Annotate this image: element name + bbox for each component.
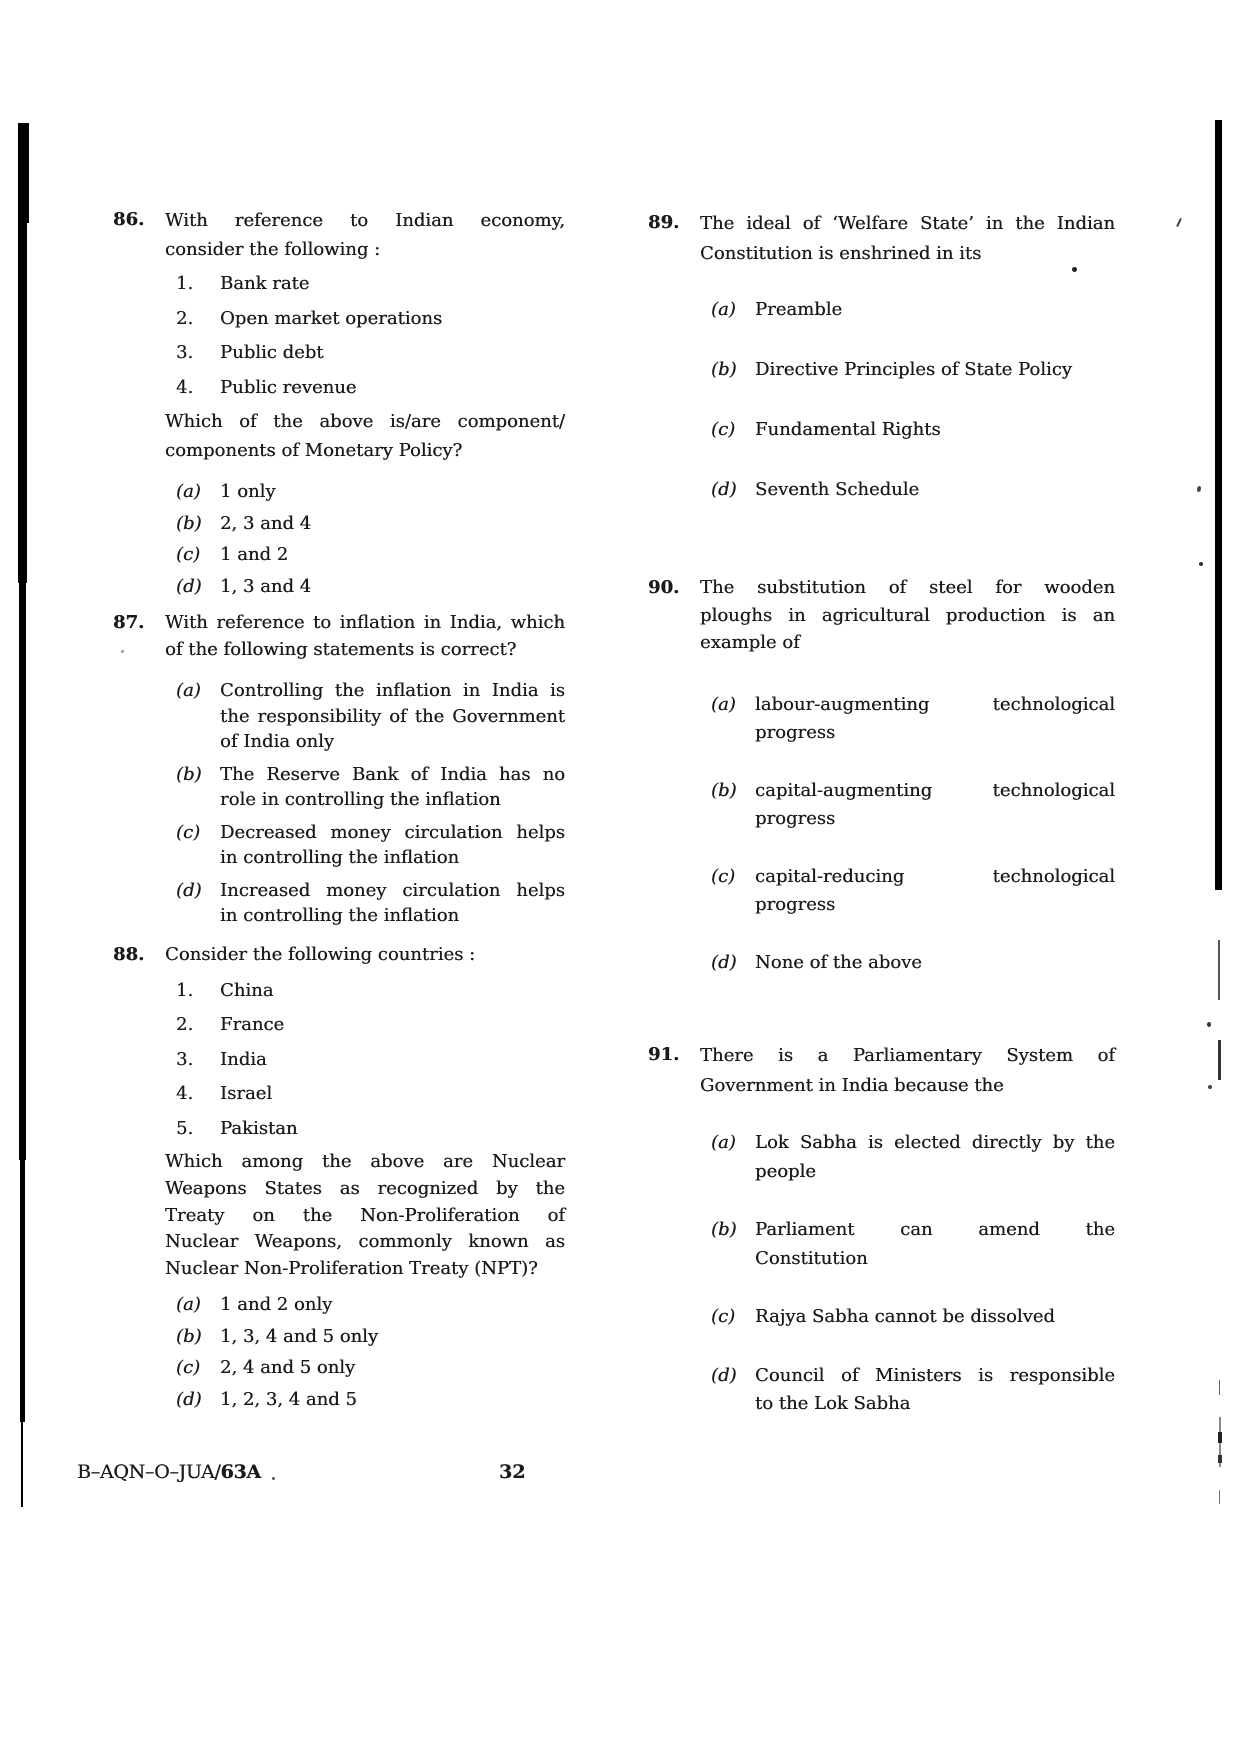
option-text-line: Decreased money circulation helps: [220, 821, 565, 843]
option-b: [165, 762, 565, 813]
option-text: [220, 678, 565, 755]
scan-line-right: [1219, 1380, 1220, 1395]
option-text-line: capital-reducing technological: [755, 865, 1115, 887]
footer-booklet-code: [77, 1461, 261, 1483]
question-body: [700, 1041, 1115, 1419]
paragraph: [700, 1041, 1115, 1101]
option-text-line: None of the above: [755, 951, 922, 973]
option-text-line: Preamble: [755, 299, 843, 320]
option-c: [700, 417, 1115, 443]
question-number: 87.: [113, 612, 145, 633]
list-item-text: Open market operations: [220, 307, 443, 329]
option-text-line: Rajya Sabha cannot be dissolved: [755, 1306, 1055, 1327]
option-c: [165, 820, 565, 871]
column-left: [113, 0, 565, 1755]
scan-speck: [1207, 1022, 1211, 1027]
question-number: 90.: [648, 577, 680, 598]
option-text-line: in controlling the inflation: [220, 905, 460, 926]
option-marker: (b): [176, 763, 202, 785]
option-text-line: role in controlling the inflation: [220, 789, 501, 810]
text-line: example of: [700, 632, 800, 653]
option-a: [700, 691, 1115, 748]
text-line: The substitution of steel for wooden: [700, 577, 1115, 598]
list-item: [165, 974, 565, 1008]
question-90: [648, 574, 1115, 1006]
option-text-line: Controlling the inflation in India is: [220, 680, 565, 701]
option-text-line: Council of Ministers is responsible: [755, 1364, 1115, 1386]
option-text-line: of India only: [220, 731, 335, 752]
option-marker: (d): [176, 879, 202, 901]
list-item-number: 2.: [176, 307, 194, 329]
list-item-number: 1.: [176, 273, 194, 294]
option-text-line: The Reserve Bank of India has no: [220, 763, 565, 785]
question-86: [113, 206, 565, 602]
option-text-line: Seventh Schedule: [755, 479, 920, 500]
list-item: [165, 336, 565, 371]
option-text: [755, 1129, 1115, 1186]
scan-speck: [1176, 218, 1182, 227]
option-text: [755, 1216, 1115, 1273]
option-marker: (b): [711, 359, 737, 380]
option-text: [220, 1289, 565, 1321]
option-marker: (a): [176, 1294, 201, 1316]
question-89: [648, 209, 1115, 537]
list-item-text: Israel: [220, 1083, 273, 1105]
text-line: With reference to Indian economy,: [165, 210, 565, 231]
list-item-text: Public debt: [220, 342, 324, 363]
list-item-number: 2.: [176, 1014, 194, 1036]
text-line: Which of the above is/are component/: [165, 411, 565, 432]
option-text: [220, 878, 565, 929]
option-a: [165, 1289, 565, 1321]
option-marker: (a): [711, 1132, 736, 1153]
option-d: [700, 477, 1115, 503]
option-text: [220, 508, 565, 540]
option-text: [755, 1303, 1115, 1332]
option-text: [220, 1321, 565, 1353]
paragraph: [165, 407, 565, 465]
scan-line-left: [18, 123, 29, 223]
list-item: [165, 1077, 565, 1111]
paragraph: [165, 941, 565, 968]
option-marker: (a): [711, 299, 736, 320]
list-item: [165, 1008, 565, 1042]
option-text-line: in controlling the inflation: [220, 847, 460, 868]
option-d: [700, 1362, 1115, 1419]
option-marker: (d): [711, 1364, 737, 1386]
text-line: of the following statements is correct?: [165, 639, 517, 660]
option-text-line: Lok Sabha is elected directly by the: [755, 1132, 1115, 1153]
question-body: [165, 206, 565, 602]
option-text: [220, 1352, 565, 1384]
options: [700, 1129, 1115, 1419]
scan-line-left: [18, 223, 27, 583]
option-d: [165, 878, 565, 929]
options: [165, 1289, 565, 1415]
paragraph: [165, 1149, 565, 1283]
question-number: 86.: [113, 209, 145, 230]
scan-line-right: [1215, 120, 1222, 890]
scan-line-right: [1218, 1432, 1222, 1443]
options: [165, 678, 565, 929]
option-c: [700, 1303, 1115, 1332]
option-marker: (a): [176, 680, 201, 701]
option-text-line: progress: [755, 722, 836, 743]
scan-speck: [1199, 562, 1203, 566]
list-item-text: Bank rate: [220, 273, 310, 294]
list-item: [165, 302, 565, 337]
option-b: [700, 777, 1115, 834]
list-item: [165, 1112, 565, 1146]
option-text-line: 2, 3 and 4: [220, 512, 312, 534]
option-text-line: 1 and 2 only: [220, 1294, 333, 1316]
text-line: Government in India because the: [700, 1075, 1004, 1096]
list-item: [165, 1043, 565, 1077]
option-b: [700, 357, 1115, 383]
option-text: [755, 691, 1115, 748]
numbered-list: [165, 267, 565, 405]
list-item-number: 1.: [176, 980, 194, 1001]
text-line: There is a Parliamentary System of: [700, 1045, 1115, 1066]
list-item-text: China: [220, 980, 274, 1001]
list-item-number: 3.: [176, 342, 194, 363]
option-text-line: people: [755, 1160, 816, 1182]
list-item-number: 4.: [176, 376, 194, 398]
option-text: [755, 777, 1115, 834]
option-marker: (b): [711, 1219, 737, 1240]
paragraph: [165, 609, 565, 663]
option-d: [700, 949, 1115, 978]
option-text: [220, 762, 565, 813]
option-marker: (d): [176, 575, 202, 597]
option-text: [755, 863, 1115, 920]
text-line: Weapons States as recognized by the: [165, 1177, 565, 1199]
option-marker: (c): [176, 544, 201, 565]
option-text-line: the responsibility of the Government: [220, 705, 565, 727]
option-marker: (a): [711, 693, 736, 715]
option-marker: (b): [711, 779, 737, 801]
footer-booklet-code-bold: 63A: [220, 1461, 261, 1483]
text-line: Treaty on the Non-Proliferation of: [165, 1204, 565, 1226]
text-line: Constitution is enshrined in its: [700, 243, 982, 264]
question-body: [700, 209, 1115, 503]
text-line: Consider the following countries :: [165, 944, 476, 965]
scan-line-left: [20, 1160, 25, 1422]
option-b: [700, 1216, 1115, 1273]
option-c: [165, 1352, 565, 1384]
option-text-line: Increased money circulation helps: [220, 879, 565, 901]
option-text: [755, 297, 1115, 323]
option-d: [165, 571, 565, 603]
option-text-line: 1, 3 and 4: [220, 575, 312, 597]
text-line: Nuclear Non-Proliferation Treaty (NPT)?: [165, 1258, 538, 1280]
option-text-line: 2, 4 and 5 only: [220, 1357, 356, 1379]
option-marker: (c): [711, 419, 736, 440]
option-c: [700, 863, 1115, 920]
question-body: [165, 609, 565, 929]
question-number: 89.: [648, 212, 680, 233]
paragraph: [700, 574, 1115, 657]
scan-speck: [1208, 1085, 1212, 1089]
question-91: [648, 1041, 1115, 1449]
option-text: [220, 571, 565, 603]
option-text: [755, 357, 1115, 383]
option-d: [165, 1384, 565, 1416]
column-right: [648, 0, 1115, 1755]
option-text-line: to the Lok Sabha: [755, 1393, 911, 1414]
option-text-line: capital-augmenting technological: [755, 779, 1115, 801]
scan-line-right: [1218, 1040, 1221, 1080]
text-line: With reference to inflation in India, which: [165, 612, 565, 633]
list-item-text: Pakistan: [220, 1117, 298, 1139]
option-marker: (d): [176, 1388, 202, 1410]
text-line: ploughs in agricultural production is an: [700, 604, 1115, 626]
scan-line-left: [21, 1422, 23, 1507]
scan-speck: [1197, 486, 1201, 492]
text-line: The ideal of ‘Welfare State’ in the Indian: [700, 213, 1115, 234]
option-text-line: 1 only: [220, 481, 276, 502]
scan-line-left: [19, 583, 26, 1160]
option-text: [220, 476, 565, 508]
option-marker: (b): [176, 1325, 202, 1347]
options: [700, 691, 1115, 978]
options: [700, 297, 1115, 503]
scan-line-right: [1218, 940, 1220, 1000]
text-line: Nuclear Weapons, commonly known as: [165, 1231, 565, 1253]
paragraph: [700, 209, 1115, 269]
option-marker: (c): [711, 865, 736, 887]
scan-speck: [272, 1477, 275, 1480]
option-text-line: progress: [755, 808, 836, 829]
list-item-number: 3.: [176, 1048, 194, 1070]
option-text: [755, 949, 1115, 978]
option-text: [755, 417, 1115, 443]
option-marker: (d): [711, 479, 737, 500]
scan-speck: [121, 650, 124, 653]
question-body: [165, 941, 565, 1415]
numbered-list: [165, 974, 565, 1146]
list-item: [165, 371, 565, 406]
option-marker: (d): [711, 951, 737, 973]
question-88: [113, 941, 565, 1415]
option-text-line: Fundamental Rights: [755, 419, 941, 440]
scan-speck: [1072, 267, 1077, 272]
option-marker: (b): [176, 512, 202, 534]
option-a: [700, 1129, 1115, 1186]
option-c: [165, 539, 565, 571]
option-b: [165, 1321, 565, 1353]
option-marker: (c): [176, 1357, 201, 1379]
option-marker: (a): [176, 481, 201, 502]
text-line: Which among the above are Nuclear: [165, 1151, 565, 1173]
option-text: [220, 539, 565, 571]
text-line: consider the following :: [165, 239, 381, 260]
list-item-number: 4.: [176, 1083, 194, 1105]
scan-line-right: [1218, 1455, 1222, 1463]
option-text-line: progress: [755, 894, 836, 915]
list-item: [165, 267, 565, 302]
text-line: components of Monetary Policy?: [165, 440, 463, 461]
option-text-line: 1, 2, 3, 4 and 5: [220, 1388, 357, 1410]
option-text-line: Directive Principles of State Policy: [755, 359, 1072, 380]
footer-booklet-code-regular: B–AQN–O–JUA/: [77, 1461, 221, 1483]
option-text-line: Constitution: [755, 1247, 868, 1269]
option-text: [755, 477, 1115, 503]
option-a: [165, 678, 565, 755]
option-text: [755, 1362, 1115, 1419]
list-item-text: India: [220, 1048, 267, 1070]
option-b: [165, 508, 565, 540]
option-text-line: 1 and 2: [220, 544, 289, 565]
option-a: [165, 476, 565, 508]
scan-line-right: [1219, 1490, 1220, 1504]
option-text: [220, 1384, 565, 1416]
list-item-text: France: [220, 1014, 285, 1036]
option-a: [700, 297, 1115, 323]
question-number: 88.: [113, 944, 145, 965]
list-item-number: 5.: [176, 1117, 194, 1139]
option-marker: (c): [176, 821, 201, 843]
option-text-line: labour-augmenting technological: [755, 693, 1115, 715]
options: [165, 476, 565, 602]
option-text-line: 1, 3, 4 and 5 only: [220, 1325, 379, 1347]
question-body: [700, 574, 1115, 977]
list-item-text: Public revenue: [220, 376, 357, 398]
page-number: 32: [499, 1461, 526, 1483]
option-text: [220, 820, 565, 871]
option-text-line: Parliament can amend the: [755, 1219, 1115, 1240]
paragraph: [165, 206, 565, 264]
option-marker: (c): [711, 1306, 736, 1327]
question-number: 91.: [648, 1044, 680, 1065]
question-87: [113, 609, 565, 936]
